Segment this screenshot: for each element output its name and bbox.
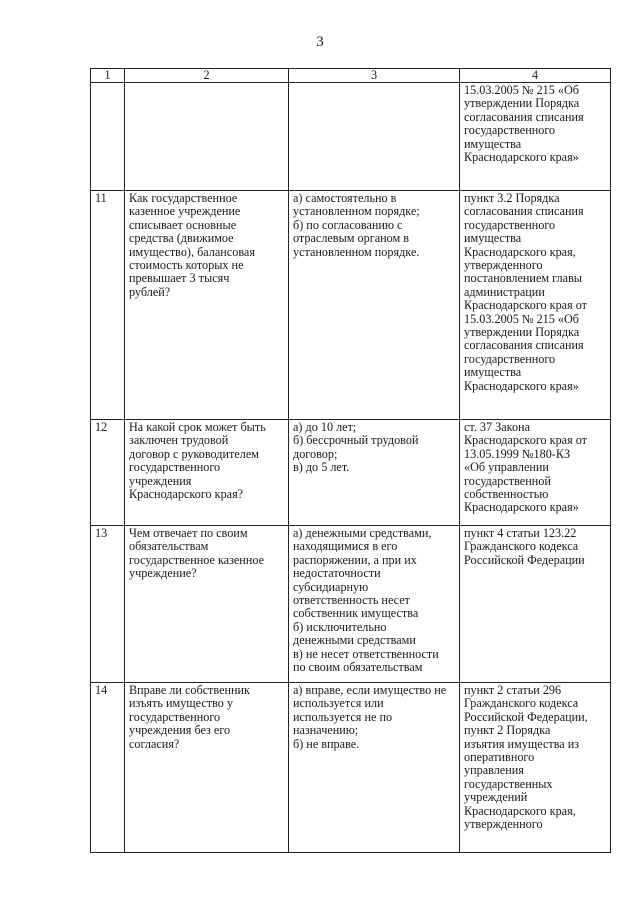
answers-line: а) вправе, если имущество не [293,683,447,697]
source-line: Краснодарского края» [464,150,579,165]
question-line: рублей? [129,284,171,299]
question-line: Краснодарского края? [129,487,244,502]
column-header-2: 2 [125,69,289,83]
answers-cell [289,83,460,191]
source-line: имущества [464,231,522,246]
answers-line: в) не несет ответственности [293,646,439,661]
source-line: 13.05.1999 №180-КЗ [464,446,571,461]
question-line: учреждения [129,473,192,488]
table-row [91,526,611,683]
answers-line: используется не по [293,709,393,724]
table-row [91,420,611,526]
question-line: списывает основные [129,217,237,232]
question-line: учреждения без его [129,723,231,738]
question-line: государственное казенное [129,552,265,567]
source-line: Краснодарского края от [464,298,587,313]
question-line: Вправе ли собственник [129,683,250,697]
table-row [91,191,611,420]
questions-table [90,68,611,853]
source-line: имущества [464,365,522,380]
source-line: утвержденного [464,817,543,832]
answers-line: денежными средствами [293,633,416,648]
answers-line: субсидиарную [293,579,369,594]
source-line: утверждении Порядка [464,325,580,340]
source-cell [460,526,611,683]
source-line: Краснодарского края, [464,803,576,818]
source-line: пункт 2 статьи 296 [464,683,562,697]
answers-line: а) самостоятельно в [293,191,397,205]
question-cell [125,83,289,191]
question-line: средства (движимое [129,231,234,246]
question-line: согласия? [129,736,180,751]
row-number [91,83,125,191]
source-line: согласования списания [464,204,584,219]
source-line: собственностью [464,487,549,502]
source-line: государственного [464,123,556,138]
answers-line: назначению; [293,723,359,738]
source-line: государственного [464,217,556,232]
answers-cell [289,683,460,853]
table-header-row [91,69,611,83]
source-line: учреждений [464,790,528,805]
question-cell [125,683,289,853]
source-cell [460,191,611,420]
source-line: «Об управлении [464,460,549,475]
question-line: учреждение? [129,566,197,581]
answers-line: находящимися в его [293,539,398,554]
source-line: пункт 4 статьи 123.22 [464,526,577,540]
source-line: Гражданского кодекса [464,539,579,554]
answers-line: б) не вправе. [293,736,360,751]
question-line: договор с руководителем [129,446,259,461]
source-line: ст. 37 Закона [464,420,530,434]
source-line: администрации [464,284,545,299]
answers-line: ответственность несет [293,593,410,608]
source-line: изъятия имущества из [464,736,580,751]
source-line: Российской Федерации, [464,709,588,724]
source-line: государственных [464,776,553,791]
question-line: Как государственное [129,191,238,205]
row-number: 13 [91,526,125,683]
table-row [91,683,611,853]
source-line: 15.03.2005 № 215 «Об [464,311,579,326]
source-line: пункт 2 Порядка [464,723,551,738]
question-cell [125,420,289,526]
source-cell [460,83,611,191]
table-body [91,83,611,853]
row-number: 14 [91,683,125,853]
question-line: превышает 3 тысяч [129,271,230,286]
source-line: Краснодарского края» [464,500,579,515]
question-line: государственного [129,460,221,475]
row-number: 12 [91,420,125,526]
table-row [91,83,611,191]
answers-line: б) бессрочный трудовой [293,433,419,448]
source-line: пункт 3.2 Порядка [464,191,560,205]
answers-cell [289,526,460,683]
answers-line: б) по согласованию с [293,217,403,232]
answers-line: собственник имущества [293,606,419,621]
column-header-3: 3 [289,69,460,83]
answers-line: а) до 10 лет; [293,420,357,434]
question-cell [125,526,289,683]
answers-line: используется или [293,696,384,711]
question-line: обязательствам [129,539,209,554]
answers-cell [289,420,460,526]
answers-line: установленном порядке. [293,244,420,259]
source-line: согласования списания [464,109,584,124]
source-cell [460,683,611,853]
source-line: 15.03.2005 № 215 «Об [464,83,579,97]
answers-line: б) исключительно [293,619,387,634]
source-line: оперативного [464,750,535,765]
answers-cell [289,191,460,420]
column-header-4: 4 [460,69,611,83]
question-line: Чем отвечает по своим [129,526,248,540]
source-line: государственного [464,351,556,366]
question-line: государственного [129,709,221,724]
source-line: Краснодарского края, [464,244,576,259]
question-line: имущество), балансовая [129,244,255,259]
source-line: Гражданского кодекса [464,696,579,711]
source-cell [460,420,611,526]
answers-line: установленном порядке; [293,204,420,219]
source-line: постановлением главы [464,271,582,286]
answers-line: недостаточности [293,566,381,581]
source-line: государственной [464,473,551,488]
answers-line: а) денежными средствами, [293,526,432,540]
source-line: Российской Федерации [464,552,585,567]
source-line: имущества [464,136,522,151]
question-cell [125,191,289,420]
question-line: заключен трудовой [129,433,229,448]
source-line: Краснодарского края» [464,378,579,393]
source-line: Краснодарского края от [464,433,587,448]
page-number: 3 [316,34,324,50]
answers-line: распоряжении, а при их [293,552,417,567]
source-line: согласования списания [464,338,584,353]
row-number: 11 [91,191,125,420]
answers-line: договор; [293,446,338,461]
question-line: На какой срок может быть [129,420,266,434]
question-line: изъять имущество у [129,696,234,711]
answers-line: отраслевым органом в [293,231,410,246]
column-header-1: 1 [91,69,125,83]
answers-line: в) до 5 лет. [293,460,350,475]
source-line: управления [464,763,524,778]
source-line: утверждении Порядка [464,96,580,111]
answers-line: по своим обязательствам [293,660,423,675]
question-line: казенное учреждение [129,204,241,219]
source-line: утвержденного [464,258,543,273]
question-line: стоимость которых не [129,258,244,273]
